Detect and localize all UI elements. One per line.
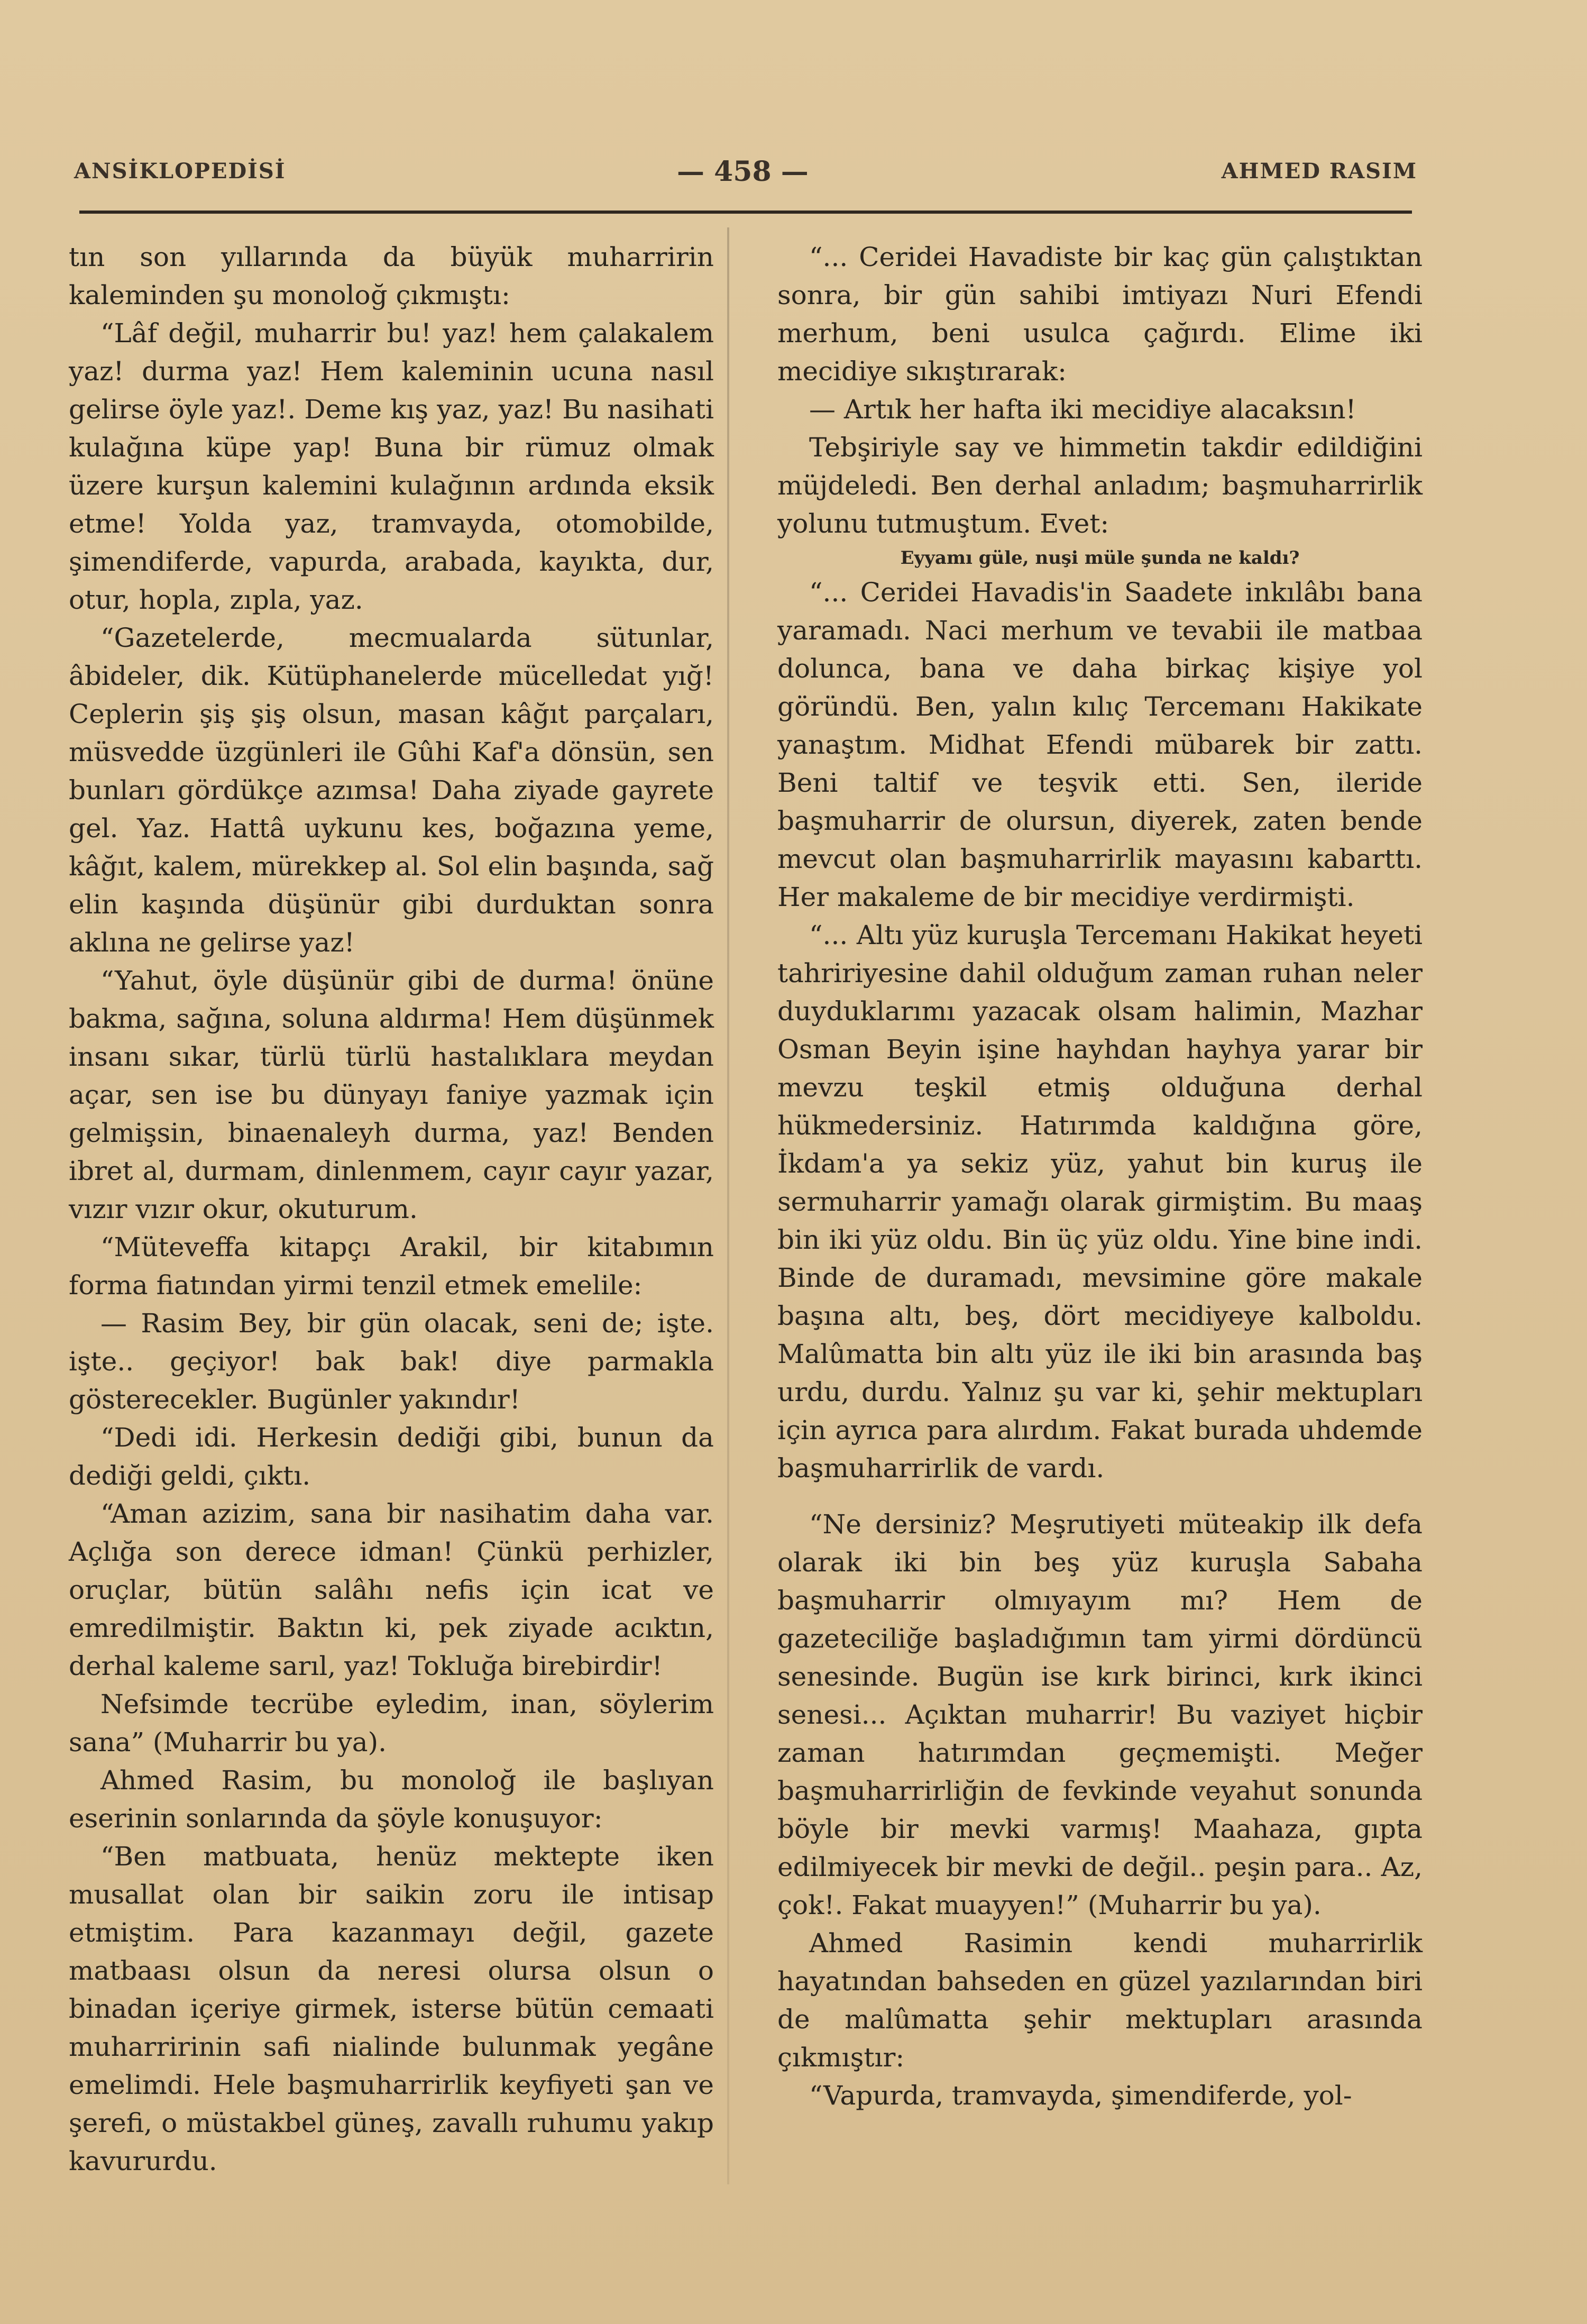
running-header <box>74 155 1417 201</box>
header-rule <box>79 211 1412 214</box>
paragraph: “Aman azizim, sana bir nasihatim daha var. Açlığa son derece idman! Çünkü perhizler, oruçlar, bütün salâhı nefis için icat ve emredilmiştir. Baktın ki, pek ziyade acıktın, derhal kaleme sarıl, yaz! Tokluğa birebirdir! <box>69 1498 714 1681</box>
paragraph: “Yahut, öyle düşünür gibi de durma! önüne bakma, sağına, soluna aldırma! Hem düşünmek insanı sıkar, türlü türlü hastalıklara meydan açar, sen ise bu dünyayı faniye yazmak için gelmişsin, binaenaleyh durma, yaz! Benden ibret al, durmam, dinlenmem, cayır cayır yazar, vızır vızır okur, okuturum. <box>69 965 714 1224</box>
paragraph: Ahmed Rasim, bu monoloğ ile başlıyan eserinin sonlarında da şöyle konuşuyor: <box>69 1765 714 1834</box>
paragraph: Eyyamı güle, nuşi müle şunda ne kaldı? <box>900 547 1300 569</box>
paragraph: “... Ceridei Havadiste bir kaç gün çalıştıktan sonra, bir gün sahibi imtiyazı Nuri Efendi merhum, beni usulca çağırdı. Elime iki mecidiye sıkıştırarak: <box>777 242 1423 387</box>
paragraph: “Ne dersiniz? Meşrutiyeti müteakip ilk defa olarak iki bin beş yüz kuruşla Sabaha başmuharrir olmıyayım mı? Hem de gazeteciliğe başladığımın tam yirmi dördüncü senesinde. Bugün ise kırk birinci, kırk ikinci senesi... Açıktan muharrir! Bu vaziyet hiçbir zaman hatırımdan geçmemişti. Meğer başmuharrirliğin de fevkinde veyahut sonunda böyle bir mevki varmış! Maahaza, gıpta edilmiyecek bir mevki de değil.. peşin para.. Az, çok!. Fakat muayyen!” (Muharrir bu ya). <box>777 1509 1423 1920</box>
header-left: ANSİKLOPEDİSİ <box>74 159 286 184</box>
paragraph: “Vapurda, tramvayda, şimendiferde, yol- <box>809 2080 1352 2111</box>
paragraph: “... Ceridei Havadis'in Saadete inkılâbı bana yaramadı. Naci merhum ve tevabii ile matbaa dolunca, bana ve daha birkaç kişiye yol göründü. Ben, yalın kılıç Tercemanı Hakikate yanaştım. Midhat Efendi mübarek bir zattı. Beni taltif ve teşvik etti. Sen, ileride başmuharrir de olursun, diyerek, zaten bende mevcut olan başmuharrirlik mayasını kabarttı. Her makaleme de bir mecidiye verdirmişti. <box>777 577 1423 912</box>
left-column <box>69 238 714 2180</box>
paragraph: Nefsimde tecrübe eyledim, inan, söylerim sana” (Muharrir bu ya). <box>69 1689 714 1758</box>
paragraph: “Müteveffa kitapçı Arakil, bir kitabımın forma fiatından yirmi tenzil etmek emelile: <box>69 1232 714 1301</box>
paragraph: Tebşiriyle say ve himmetin takdir edildiğini müjdeledi. Ben derhal anladım; başmuharrirlik yolunu tutmuştum. Evet: <box>777 432 1423 539</box>
right-column <box>777 238 1423 2115</box>
paragraph: “Gazetelerde, mecmualarda sütunlar, âbideler, dik. Kütüphanelerde mücelledat yığ! Ceplerin şiş şiş olsun, masan kâğıt parçaları, müsvedde üzgünleri ile Gûhi Kaf'a dönsün, sen bunları gördükçe azımsa! Daha ziyade gayrete gel. Yaz. Hattâ uykunu kes, boğazına yeme, kâğıt, kalem, mürekkep al. Sol elin başında, sağ elin kaşında düşünür gibi durduktan sonra aklına ne gelirse yaz! <box>69 623 714 958</box>
paragraph: “Dedi idi. Herkesin dediği gibi, bunun da dediği geldi, çıktı. <box>69 1422 714 1491</box>
paragraph: — Rasim Bey, bir gün olacak, seni de; işte. işte.. geçiyor! bak bak! diye parmakla gösterecekler. Bugünler yakındır! <box>69 1308 714 1415</box>
column-divider <box>727 227 729 2184</box>
paragraph: “Lâf değil, muharrir bu! yaz! hem çalakalem yaz! durma yaz! Hem kaleminin ucuna nasıl gelirse öyle yaz!. Deme kış yaz, yaz! Bu nasihati kulağına küpe yap! Buna bir rümuz olmak üzere kurşun kalemini kulağının ardında eksik etme! Yolda yaz, tramvayda, otomobilde, şimendiferde, vapurda, arabada, kayıkta, dur, otur, hopla, zıpla, yaz. <box>69 318 714 615</box>
paragraph: Ahmed Rasimin kendi muharrirlik hayatından bahseden en güzel yazılarından biri de malûmatta şehir mektupları arasında çıkmıştır: <box>777 1928 1423 2073</box>
paragraph: tın son yıllarında da büyük muharririn kaleminden şu monoloğ çıkmıştı: <box>69 242 714 310</box>
header-right: AHMED RASIM <box>1221 159 1417 184</box>
page-number: — 458 — <box>677 155 809 188</box>
paragraph: — Artık her hafta iki mecidiye alacaksın! <box>809 394 1356 425</box>
paragraph: “Ben matbuata, henüz mektepte iken musallat olan bir saikin zoru ile intisap etmiştim. Para kazanmayı değil, gazete matbaası olsun da neresi olursa olsun o binadan içeriye girmek, isterse bütün cemaati muharririnin safi nialinde bulunmak yegâne emelimdi. Hele başmuharrirlik keyfiyeti şan ve şerefi, o müstakbel güneş, zavallı ruhumu yakıp kavururdu. <box>69 1841 714 2176</box>
paragraph: “... Altı yüz kuruşla Tercemanı Hakikat heyeti tahririyesine dahil olduğum zaman ruhan neler duyduklarımı yazacak olsam halimin, Mazhar Osman Beyin işine hayhdan hayhya yarar bir mevzu teşkil etmiş olduğuna derhal hükmedersiniz. Hatırımda kaldığına göre, İkdam'a ya sekiz yüz, yahut bin kuruş ile sermuharrir yamağı olarak girmiştim. Bu maaş bin iki yüz oldu. Bin üç yüz oldu. Yine bine indi. Binde de duramadı, mevsimine göre makale başına altı, beş, dört mecidiyeye kalboldu. Malûmatta bin altı yüz ile iki bin arasında baş urdu, durdu. Yalnız şu var ki, şehir mektupları için ayrıca para alırdım. Fakat burada uhdemde başmuharrirlik de vardı. <box>777 920 1423 1484</box>
